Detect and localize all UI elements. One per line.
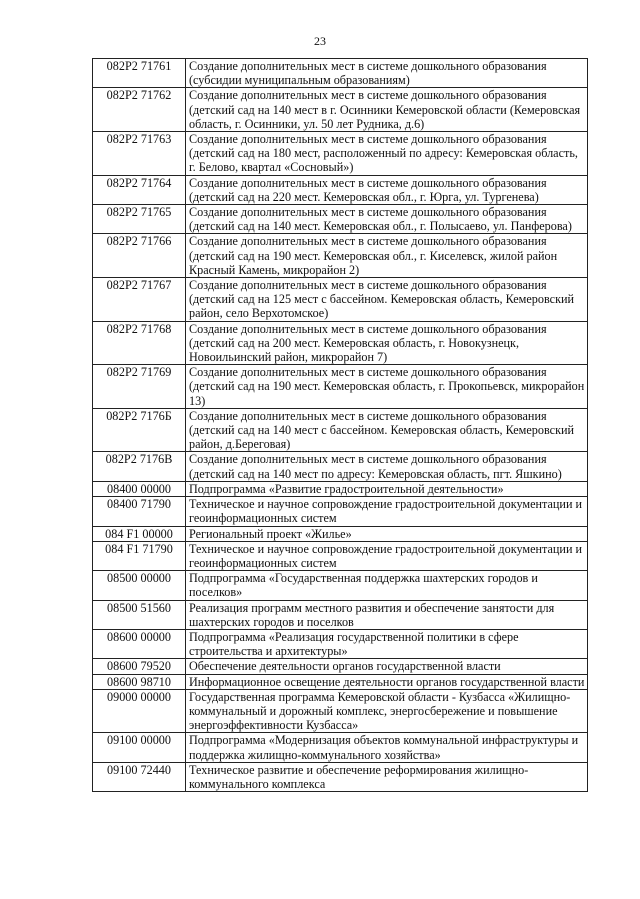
table-row — [93, 674, 588, 689]
row-name: Информационное освещение деятельности органов государственной власти — [186, 674, 588, 689]
row-name: Реализация программ местного развития и обеспечение занятости для шахтерских городов и поселков — [186, 600, 588, 629]
table-row — [93, 571, 588, 600]
row-name: Подпрограмма «Модернизация объектов коммунальной инфраструктуры и поддержка жилищно-коммунального хозяйства» — [186, 733, 588, 762]
row-name: Создание дополнительных мест в системе дошкольного образования (детский сад на 190 мест. Кемеровская область, г. Прокопьевск, микрорайон 13) — [186, 365, 588, 409]
row-name: Создание дополнительных мест в системе дошкольного образования (детский сад на 220 мест. Кемеровская обл., г. Юрга, ул. Тургенева) — [186, 175, 588, 204]
table-row — [93, 452, 588, 481]
table-row — [93, 733, 588, 762]
table-row — [93, 59, 588, 88]
row-name: Региональный проект «Жилье» — [186, 526, 588, 541]
row-name: Техническое и научное сопровождение градостроительной документации и геоинформационных систем — [186, 497, 588, 526]
row-code: 082P2 7176В — [93, 452, 186, 481]
row-code: 08600 00000 — [93, 629, 186, 658]
row-code: 082P2 71761 — [93, 59, 186, 88]
table-row — [93, 175, 588, 204]
row-code: 08600 79520 — [93, 659, 186, 674]
row-code: 082P2 71765 — [93, 205, 186, 234]
table-row — [93, 132, 588, 176]
table-row — [93, 659, 588, 674]
row-code: 082P2 71764 — [93, 175, 186, 204]
table-row — [93, 321, 588, 365]
row-code: 082P2 71766 — [93, 234, 186, 278]
table-row — [93, 689, 588, 733]
row-name: Создание дополнительных мест в системе дошкольного образования (детский сад на 140 мест. Кемеровская обл., г. Полысаево, ул. Панферова) — [186, 205, 588, 234]
row-name: Создание дополнительных мест в системе дошкольного образования (детский сад на 140 мест по адресу: Кемеровская область, пгт. Яшкино) — [186, 452, 588, 481]
row-code: 082P2 7176Б — [93, 408, 186, 452]
row-code: 084 F1 71790 — [93, 541, 186, 570]
row-code: 082P2 71769 — [93, 365, 186, 409]
table-row — [93, 526, 588, 541]
row-name: Подпрограмма «Развитие градостроительной деятельности» — [186, 481, 588, 496]
row-code: 09100 72440 — [93, 762, 186, 791]
row-name: Создание дополнительных мест в системе дошкольного образования (детский сад на 190 мест. Кемеровская обл., г. Киселевск, жилой район Красный Камень, микрорайон 2) — [186, 234, 588, 278]
row-code: 082P2 71768 — [93, 321, 186, 365]
row-name: Создание дополнительных мест в системе дошкольного образования (детский сад на 200 мест. Кемеровская область, г. Новокузнецк, Новоильинский район, микрорайон 7) — [186, 321, 588, 365]
row-name: Государственная программа Кемеровской области - Кузбасса «Жилищно-коммунальный и дорожный комплекс, энергосбережение и повышение энергоэффективности Кузбасса» — [186, 689, 588, 733]
table-row — [93, 541, 588, 570]
row-name: Подпрограмма «Реализация государственной политики в сфере строительства и архитектуры» — [186, 629, 588, 658]
table-row — [93, 600, 588, 629]
row-code: 082P2 71763 — [93, 132, 186, 176]
row-code: 08500 00000 — [93, 571, 186, 600]
row-code: 09000 00000 — [93, 689, 186, 733]
table-row — [93, 408, 588, 452]
budget-code-table — [92, 58, 588, 792]
row-name: Создание дополнительных мест в системе дошкольного образования (детский сад на 140 мест с бассейном. Кемеровская область, Кемеровский район, д.Береговая) — [186, 408, 588, 452]
row-name: Подпрограмма «Государственная поддержка шахтерских городов и поселков» — [186, 571, 588, 600]
row-code: 08500 51560 — [93, 600, 186, 629]
row-code: 082P2 71762 — [93, 88, 186, 132]
table-row — [93, 497, 588, 526]
row-name: Техническое и научное сопровождение градостроительной документации и геоинформационных систем — [186, 541, 588, 570]
row-name: Создание дополнительных мест в системе дошкольного образования (субсидии муниципальным образованиям) — [186, 59, 588, 88]
row-name: Создание дополнительных мест в системе дошкольного образования (детский сад на 125 мест с бассейном. Кемеровская область, Кемеровский район, село Верхотомское) — [186, 278, 588, 322]
row-code: 082P2 71767 — [93, 278, 186, 322]
table-body — [93, 59, 588, 792]
page-number: 23 — [314, 34, 326, 48]
table-row — [93, 234, 588, 278]
row-name: Создание дополнительных мест в системе дошкольного образования (детский сад на 140 мест в г. Осинники Кемеровской области (Кемеровская область, г. Осинники, ул. 50 лет Рудника, д.6) — [186, 88, 588, 132]
table-row — [93, 762, 588, 791]
row-code: 09100 00000 — [93, 733, 186, 762]
table-row — [93, 629, 588, 658]
table-row — [93, 88, 588, 132]
table-row — [93, 205, 588, 234]
row-name: Обеспечение деятельности органов государственной власти — [186, 659, 588, 674]
row-code: 08400 71790 — [93, 497, 186, 526]
row-code: 08400 00000 — [93, 481, 186, 496]
table-row — [93, 278, 588, 322]
row-name: Техническое развитие и обеспечение реформирования жилищно-коммунального комплекса — [186, 762, 588, 791]
table-row — [93, 481, 588, 496]
table-row — [93, 365, 588, 409]
row-code: 08600 98710 — [93, 674, 186, 689]
row-code: 084 F1 00000 — [93, 526, 186, 541]
row-name: Создание дополнительных мест в системе дошкольного образования (детский сад на 180 мест, расположенный по адресу: Кемеровская область, г. Белово, квартал «Сосновый») — [186, 132, 588, 176]
